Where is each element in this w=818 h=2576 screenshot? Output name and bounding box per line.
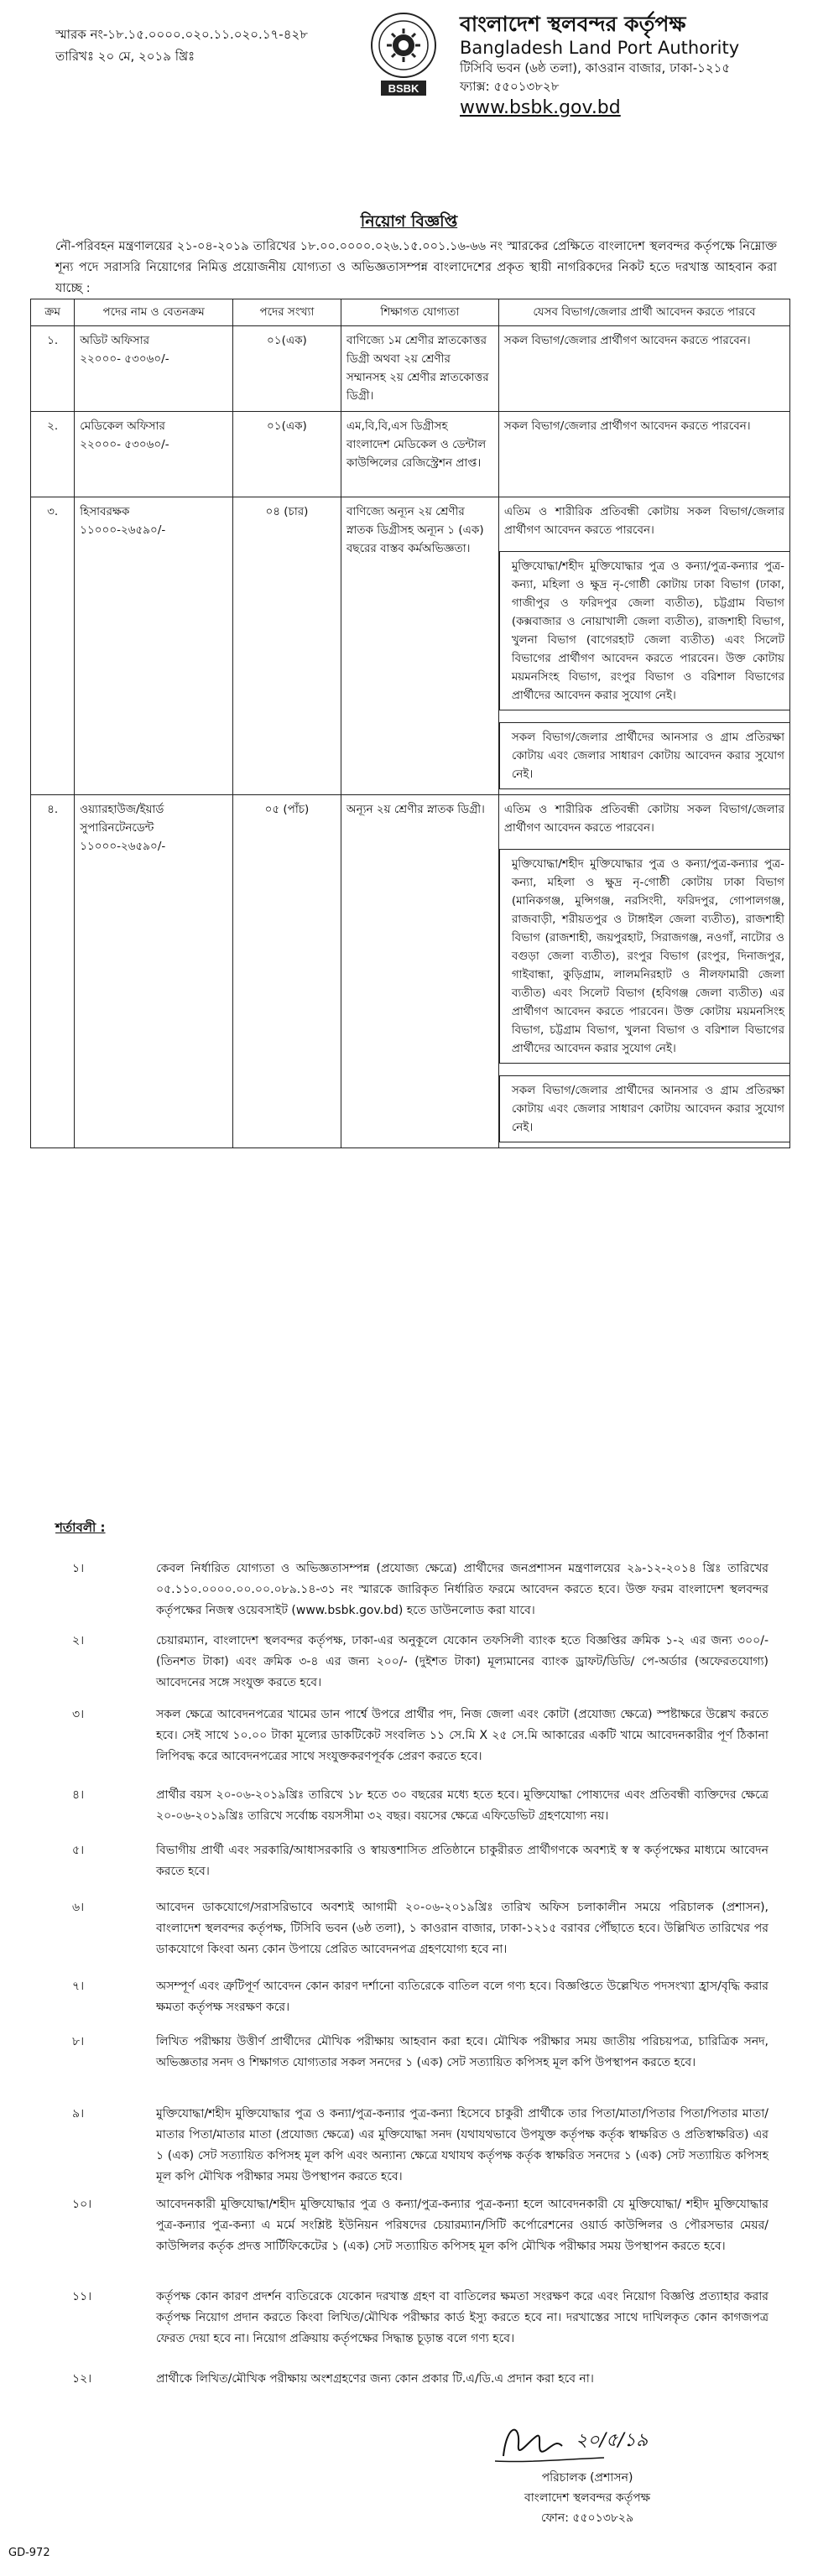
cell-post [75,795,233,1148]
post-name: মেডিকেল অফিসার [80,419,165,433]
org-address: টিসিবি ভবন (৬ষ্ঠ তলা), কাওরান বাজার, ঢাকা-১২১৫ [460,60,731,75]
signatory-designation: পরিচালক (প্রশাসন) [541,2471,633,2485]
logo-text: BSBK [388,82,419,95]
col-header-quantity: পদের সংখ্যা [232,299,341,326]
district-note-freedom-fighter: মুক্তিযোদ্ধা/শহীদ মুক্তিযোদ্ধার পুত্র ও কন্যা/পুত্র-কন্যার পুত্র-কন্যা, মহিলা ও ক্ষুদ্র নৃ-গোষ্ঠী কোটায় ঢাকা বিভাগ (মানিকগঞ্জ, মুন্সিগঞ্জ, নরসিংদী, ফরিদপুর, গোপালগঞ্জ, রাজবাড়ী, শরীয়তপুর ও টাঙ্গাইল জেলা ব্যতীত), রাজশাহী বিভাগ (রাজশাহী, জয়পুরহাট, সিরাজগঞ্জ, নওগাঁ, নাটোর ও বগুড়া জেলা ব্যতীত), রংপুর বিভাগ (রংপুর, দিনাজপুর, গাইবান্ধা, কুড়িগ্রাম, লালমনিরহাট ও নীলফামারী জেলা ব্যতীত) এবং সিলেট বিভাগ (হবিগঞ্জ জেলা ব্যতীত) এর প্রার্থীগণ আবেদন করতে পারবেন। উক্ত কোটায় ময়মনসিংহ বিভাগ, চট্টগ্রাম বিভাগ, খুলনা বিভাগ ও বরিশাল বিভাগের প্রার্থীদের আবেদন করার সুযোগ নেই। [499,849,789,1064]
condition-number: ৯। [72,2107,85,2121]
post-name: হিসাবরক্ষক [80,505,130,518]
cell-quantity: ০৫ (পাঁচ) [232,795,341,1148]
col-header-serial: ক্রম [31,299,75,326]
header-right [460,12,795,121]
col-header-education: শিক্ষাগত যোগ্যতা [341,299,498,326]
condition-item [72,2032,769,2074]
cell-post [75,326,233,412]
signature-date: ২০/৫/১৯ [576,2430,649,2451]
cell-serial: ৩. [31,497,75,795]
org-fax: ফ্যাক্স: ৫৫০১৩৮২৮ [460,79,560,94]
cell-serial: ৪. [31,795,75,1148]
cell-districts [498,497,789,795]
table-row [31,497,790,795]
condition-number: ১০। [72,2198,92,2211]
condition-number: ৬। [72,1901,85,1914]
cell-districts [498,412,789,497]
condition-item [72,1785,769,1827]
condition-number: ৩। [72,1708,85,1721]
col-header-eligible-districts: যেসব বিভাগ/জেলার প্রার্থী আবেদন করতে পারবে [498,299,789,326]
condition-text: বিভাগীয় প্রার্থী এবং সরকারি/আধাসরকারি ও স্বায়ত্তশাসিত প্রতিষ্ঠানে চাকুরীরত প্রার্থীগণকে অবশ্যই স্ব স্ব কর্তৃপক্ষের মাধ্যমে আবেদন করতে হবে। [156,1844,769,1878]
cell-education: বাণিজ্যে অন্যূন ২য় শ্রেণীর স্নাতক ডিগ্রীসহ অন্যূন ১ (এক) বছরের বাস্তব কর্মঅভিজ্ঞতা। [341,497,498,795]
condition-text: সকল ক্ষেত্রে আবেদনপত্রের খামের ডান পার্শ্বে উপরে প্রার্থীর পদ, নিজ জেলা এবং কোটা (প্রযোজ্য ক্ষেত্রে) স্পষ্টাক্ষরে উল্লেখ করতে হবে। সেই সাথে ১০.০০ টাকা মূল্যের ডাকটিকেট সংবলিত ১১ সে.মি X ২৫ সে.মি আকারের একটি খামে আবেদনকারীর পূর্ণ ঠিকানা লিপিবদ্ধ করে আবেদনপত্রের সাথে সংযুক্তকরণপূর্বক প্রেরণ করতে হবে। [156,1708,769,1763]
cell-districts [498,326,789,412]
cell-quantity: ০১(এক) [232,412,341,497]
table-row [31,412,790,497]
post-scale: ১১০০০-২৬৫৯০/- [80,523,166,537]
signatory-org: বাংলাদেশ স্থলবন্দর কর্তৃপক্ষ [524,2491,651,2505]
district-note-ansar: সকল বিভাগ/জেলার প্রার্থীদের আনসার ও গ্রাম প্রতিরক্ষা কোটায় এবং জেলার সাধারণ কোটায় আবেদন করার সুযোগ নেই। [499,722,789,789]
signature-scribble [495,2416,680,2468]
org-name-bangla: বাংলাদেশ স্থলবন্দর কর্তৃপক্ষ [460,12,686,36]
footer-code: GD-972 [8,2547,50,2559]
post-name: ওয়্যারহাউজ/ইয়ার্ড সুপারিনটেনডেন্ট [80,803,164,835]
table-row [31,795,790,1148]
memo-number: স্মারক নং-১৮.১৫.০০০০.০২০.১১.০২০.১৭-৪২৮ [55,27,308,42]
condition-item [72,2104,769,2188]
condition-number: ৪। [72,1788,85,1802]
bsbk-logo [369,8,438,102]
condition-text: আবেদন ডাকযোগে/সরাসরিভাবে অবশ্যই আগামী ২০-০৬-২০১৯খ্রিঃ তারিখ অফিস চলাকালীন সময়ে পরিচালক (প্রশাসন), বাংলাদেশ স্থলবন্দর কর্তৃপক্ষ, টিসিবি ভবন (৬ষ্ঠ তলা), ১ কাওরান বাজার, ঢাকা-১২১৫ বরাবর পৌঁছাতে হবে। উল্লিখিত তারিখের পর ডাকযোগে কিংবা অন্য কোন উপায়ে প্রেরিত আবেদনপত্র গ্রহণযোগ্য হবে না। [156,1901,769,1956]
condition-item [72,1976,769,2018]
district-note-ansar: সকল বিভাগ/জেলার প্রার্থীদের আনসার ও গ্রাম প্রতিরক্ষা কোটায় এবং জেলার সাধারণ কোটায় আবেদন করার সুযোগ নেই। [499,1075,789,1142]
memo-date: তারিখঃ ২০ মে, ২০১৯ খ্রিঃ [55,49,195,64]
condition-text: লিখিত পরীক্ষায় উত্তীর্ণ প্রার্থীদের মৌখিক পরীক্ষায় আহবান করা হবে। মৌখিক পরীক্ষার সময় জাতীয় পরিচয়পত্র, চারিত্রিক সনদ, অভিজ্ঞতার সনদ ও শিক্ষাগত যোগ্যতার সকল সনদের ১ (এক) সেট সত্যায়িত কপিসহ মূল কপি উপস্থাপন করতে হবে। [156,2035,769,2069]
condition-text: চেয়ারম্যান, বাংলাদেশ স্থলবন্দর কর্তৃপক্ষ, ঢাকা-এর অনুকূলে যেকোন তফসিলী ব্যাংক হতে বিজ্ঞপ্তির ক্রমিক ১-২ এর জন্য ৩০০/- (তিনশত টাকা) এবং ক্রমিক ৩-৪ এর জন্য ২০০/- (দুইশত টাকা) মূল্যমানের ব্যাংক ড্রাফট/ডিডি/ পে-অর্ডার (অফেরতযোগ্য) আবেদনের সঙ্গে সংযুক্ত করতে হবে। [156,1634,769,1689]
district-note-freedom-fighter: মুক্তিযোদ্ধা/শহীদ মুক্তিযোদ্ধার পুত্র ও কন্যা/পুত্র-কন্যার পুত্র-কন্যা, মহিলা ও ক্ষুদ্র নৃ-গোষ্ঠী কোটায় ঢাকা বিভাগ (ঢাকা, গাজীপুর ও ফরিদপুর জেলা ব্যতীত), চট্টগ্রাম বিভাগ (কক্সবাজার ও নোয়াখালী জেলা ব্যতীত), রাজশাহী বিভাগ, খুলনা বিভাগ (বাগেরহাট জেলা ব্যতীত) এবং সিলেট বিভাগের প্রার্থীগণ আবেদন করতে পারবেন। উক্ত কোটায় ময়মনসিংহ বিভাগ, রংপুর বিভাগ ও বরিশাল বিভাগের প্রার্থীদের আবেদন করার সুযোগ নেই। [499,551,789,710]
condition-number: ১২। [72,2372,92,2386]
district-note: সকল বিভাগ/জেলার প্রার্থীগণ আবেদন করতে পারবেন। [503,419,751,433]
post-scale: ২২০০০- ৫৩০৬০/- [80,352,169,366]
post-scale: ২২০০০- ৫৩০৬০/- [80,438,169,451]
condition-text: অসম্পূর্ণ এবং ত্রুটিপূর্ণ আবেদন কোন কারণ দর্শানো ব্যতিরেকে বাতিল বলে গণ্য হবে। বিজ্ঞপ্তিতে উল্লেখিত পদসংখ্যা হ্রাস/বৃদ্ধি করার ক্ষমতা কর্তৃপক্ষ সংরক্ষণ করে। [156,1980,769,2014]
condition-text: প্রার্থীকে লিখিত/মৌখিক পরীক্ষায় অংশগ্রহণের জন্য কোন প্রকার টি.এ/ডি.এ প্রদান করা হবে না। [156,2372,594,2386]
posts-table [30,299,790,1148]
col-header-post: পদের নাম ও বেতনক্রম [75,299,233,326]
condition-item [72,1897,769,1960]
cell-post [75,497,233,795]
condition-item [72,1840,769,1882]
org-website-link[interactable]: www.bsbk.gov.bd [460,97,621,118]
condition-number: ৫। [72,1844,85,1857]
table-row [31,326,790,412]
district-note-orphan-disabled: এতিম ও শারীরিক প্রতিবন্ধী কোটায় সকল বিভাগ/জেলার প্রার্থীগণ আবেদন করতে পারবেন। [503,803,784,835]
cell-quantity: ০৪ (চার) [232,497,341,795]
cell-quantity: ০১(এক) [232,326,341,412]
condition-number: ১১। [72,2290,92,2303]
post-scale: ১১০০০-২৬৫৯০/- [80,840,166,853]
cell-post [75,412,233,497]
condition-item [72,2369,769,2390]
condition-number: ২। [72,1634,85,1647]
cell-education: অন্যূন ২য় শ্রেণীর স্নাতক ডিগ্রী। [341,795,498,1148]
org-name-english: Bangladesh Land Port Authority [460,38,740,58]
signatory-phone: ফোন: ৫৫০১৩৮২৯ [540,2511,634,2525]
condition-item [72,1559,769,1621]
district-note-orphan-disabled: এতিম ও শারীরিক প্রতিবন্ধী কোটায় সকল বিভাগ/জেলার প্রার্থীগণ আবেদন করতে পারবেন। [503,505,784,537]
condition-text: আবেদনকারী মুক্তিযোদ্ধা/শহীদ মুক্তিযোদ্ধার পুত্র ও কন্যা/পুত্র-কন্যার পুত্র-কন্যা হলে আবেদনকারী যে মুক্তিযোদ্ধা/ শহীদ মুক্তিযোদ্ধার পুত্র-কন্যার পুত্র-কন্যা এ মর্মে সংশ্লিষ্ট ইউনিয়ন পরিষদের চেয়ারম্যান/সিটি কর্পোরেশনের ওয়ার্ড কাউন্সিলর ও পৌরসভার মেয়র/কাউন্সিলর কর্তৃক প্রদত্ত সার্টিফিকেটের ১ (এক) সেট সত্যায়িত কপিসহ মূল কপি মৌখিক পরীক্ষার সময় উপস্থাপন করতে হবে। [156,2198,769,2253]
header-left [55,23,308,67]
conditions-title: শর্তাবলী : [55,1520,106,1535]
condition-number: ৭। [72,1980,85,1993]
cell-education: বাণিজ্যে ১ম শ্রেণীর স্নাতকোত্তর ডিগ্রী অথবা ২য় শ্রেণীর সম্মানসহ ২য় শ্রেণীর স্নাতকোত্তর ডিগ্রী। [341,326,498,412]
cell-serial: ২. [31,412,75,497]
table-header-row [31,299,790,326]
notice-title-wrap [0,210,818,237]
district-note: সকল বিভাগ/জেলার প্রার্থীগণ আবেদন করতে পারবেন। [503,334,751,347]
post-name: অডিট অফিসার [80,334,150,347]
cell-education: এম,বি,বি,এস ডিগ্রীসহ বাংলাদেশ মেডিকেল ও ডেন্টাল কাউন্সিলের রেজিস্ট্রেশন প্রাপ্ত। [341,412,498,497]
notice-title: নিয়োগ বিজ্ঞপ্তি [360,212,458,231]
condition-item [72,1631,769,1694]
condition-number: ১। [72,1562,85,1575]
condition-text: মুক্তিযোদ্ধা/শহীদ মুক্তিযোদ্ধার পুত্র ও কন্যা/পুত্র-কন্যার পুত্র-কন্যা হিসেবে চাকুরী প্রার্থীকে তার পিতা/মাতা/পিতার পিতা/পিতার মাতা/মাতার পিতা/মাতার মাতা (প্রযোজ্য ক্ষেত্রে) এর মুক্তিযোদ্ধা সনদ (যথাযথভাবে উপযুক্ত কর্তৃপক্ষ কর্তৃক স্বাক্ষরিত ও প্রতিস্বাক্ষরিত) এর ১ (এক) সেট সত্যায়িত কপিসহ মূল কপি এবং অন্যান্য ক্ষেত্রে যথাযথ কর্তৃপক্ষ কর্তৃক স্বাক্ষরিত সনদের ১ (এক) সেট সত্যায়িত কপিসহ মূল কপি মৌখিক পরীক্ষার সময় উপস্থাপন করতে হবে। [156,2107,769,2183]
condition-text: প্রার্থীর বয়স ২০-০৬-২০১৯খ্রিঃ তারিখে ১৮ হতে ৩০ বছরের মধ্যে হতে হবে। মুক্তিযোদ্ধা পোষ্যদের এবং প্রতিবন্ধী ব্যক্তিদের ক্ষেত্রে ২০-০৬-২০১৯খ্রিঃ তারিখে সর্বোচ্চ বয়সসীমা ৩২ বছর। বয়সের ক্ষেত্রে এফিডেভিট গ্রহণযোগ্য নয়। [156,1788,769,1823]
condition-text: কর্তৃপক্ষ কোন কারণ প্রদর্শন ব্যতিরেকে যেকোন দরখাস্ত গ্রহণ বা বাতিলের ক্ষমতা সংরক্ষণ করে এবং নিয়োগ বিজ্ঞপ্তি প্রত্যাহার করার কর্তৃপক্ষ নিয়োগ প্রদান করতে কিংবা লিখিত/মৌখিক পরীক্ষার কার্ড ইস্যু করতে হবে না। দরখাস্তের সাথে দাখিলকৃত কোন কাগজপত্র ফেরত দেয়া হবে না। নিয়োগ প্রক্রিয়ায় কর্তৃপক্ষের সিদ্ধান্ত চূড়ান্ত বলে গণ্য হবে। [156,2290,769,2345]
condition-item [72,2194,769,2257]
intro-paragraph: নৌ-পরিবহন মন্ত্রণালয়ের ২১-০৪-২০১৯ তারিখের ১৮.০০.০০০০.০২৬.১৫.০০১.১৬-৬৬ নং স্মারকের প্রেক্ষিতে বাংলাদেশ স্থলবন্দর কর্তৃপক্ষে নিম্নোক্ত শূন্য পদে সরাসরি নিয়োগের নিমিত্ত প্রয়োজনীয় যোগ্যতা ও অভিজ্ঞতাসম্পন্ন বাংলাদেশের প্রকৃত স্থায়ী নাগরিকদের নিকট হতে দরখাস্ত আহবান করা যাচ্ছে : [55,240,777,295]
condition-number: ৮। [72,2035,85,2048]
cell-serial: ১. [31,326,75,412]
condition-item [72,1704,769,1767]
condition-item [72,2287,769,2350]
signature-block [470,2468,705,2528]
condition-text: কেবল নির্ধারিত যোগ্যতা ও অভিজ্ঞতাসম্পন্ন (প্রযোজ্য ক্ষেত্রে) প্রার্থীদের জনপ্রশাসন মন্ত্রণালয়ের ২৯-১২-২০১৪ খ্রিঃ তারিখের ০৫.১১০.০০০০.০০.০০.০৮৯.১৪-৩১ নং স্মারকে জারিকৃত নির্ধারিত ফরমে আবেদন করতে হবে। উক্ত ফরম বাংলাদেশ স্থলবন্দর কর্তৃপক্ষের নিজস্ব ওয়েবসাইট (www.bsbk.gov.bd) হতে ডাউনলোড করা যাবে। [156,1562,769,1617]
cell-districts [498,795,789,1148]
